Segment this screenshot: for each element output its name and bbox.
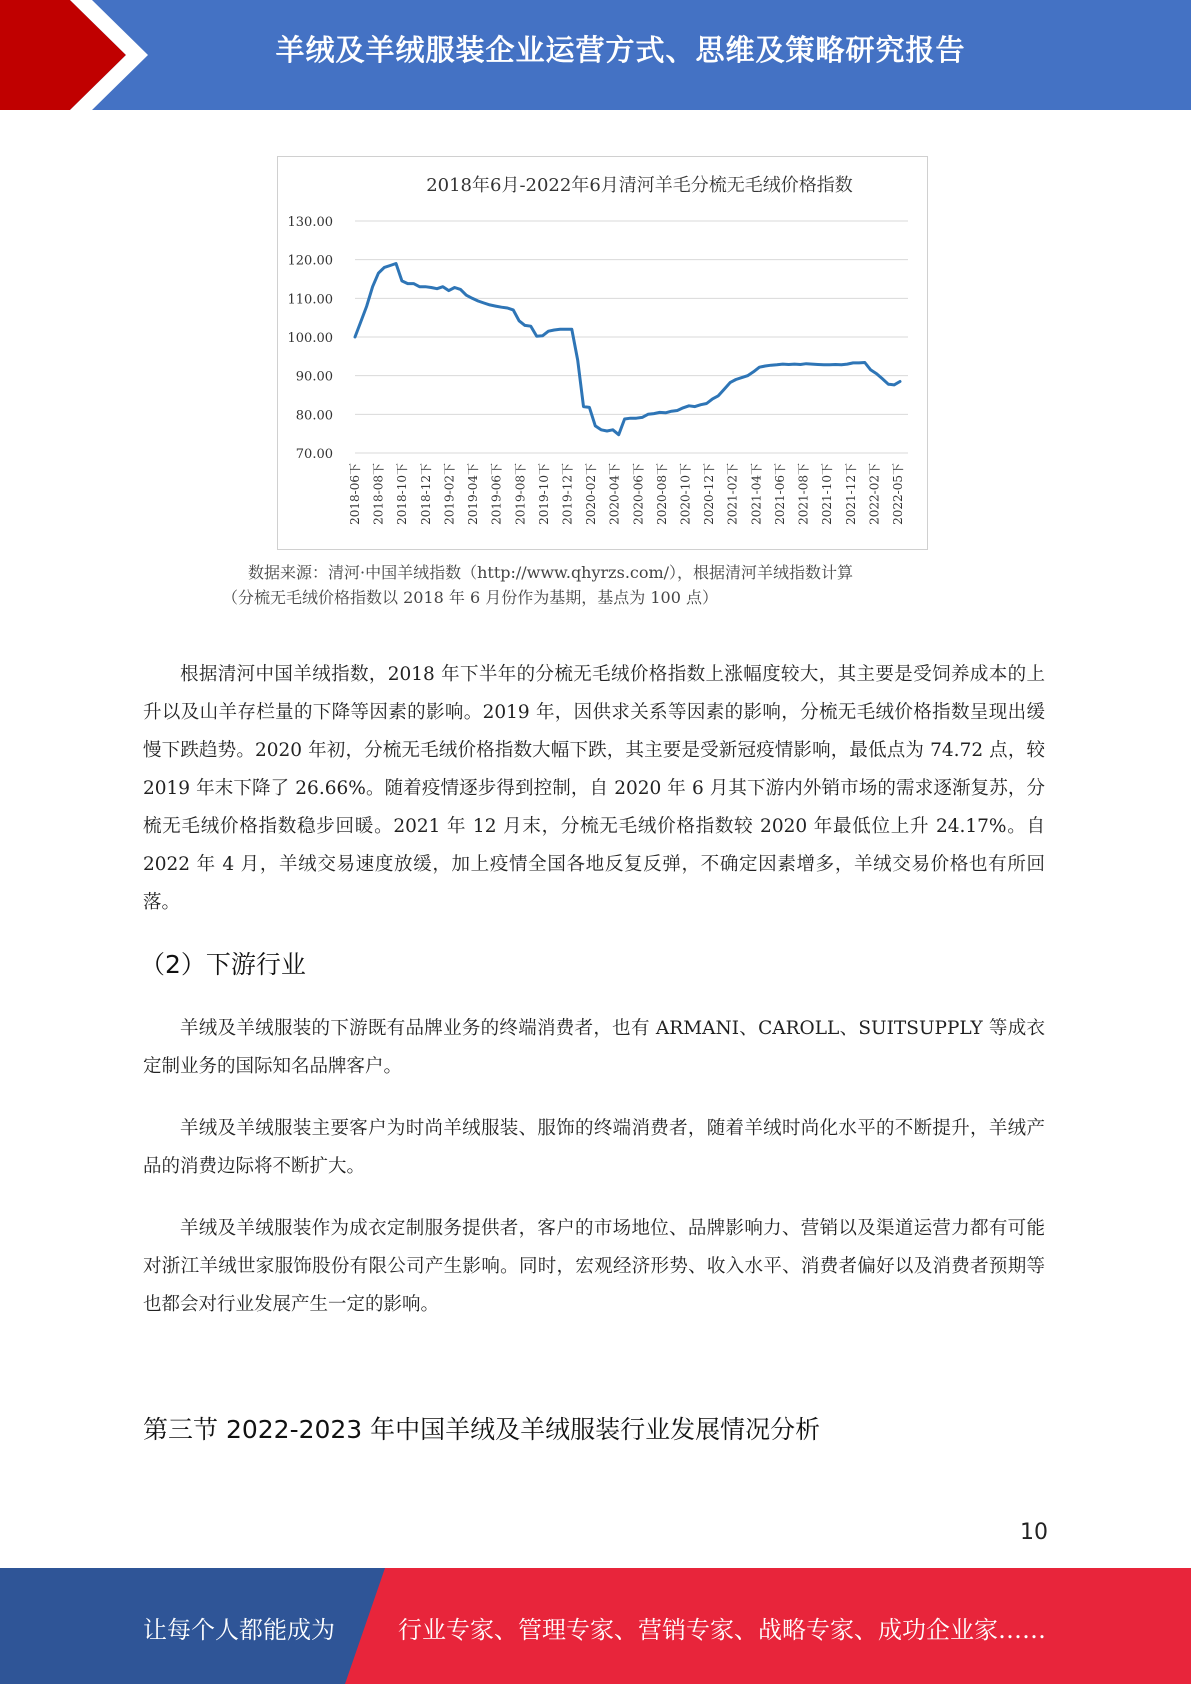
paragraph-downstream-customers: 羊绒及羊绒服装的下游既有品牌业务的终端消费者，也有 ARMANI、CAROLL、SUITSUPPLY 等成衣定制业务的国际知名品牌客户。 xyxy=(143,1018,1045,1077)
page-footer xyxy=(0,1568,1191,1684)
price-index-chart xyxy=(277,156,928,550)
report-title: 羊绒及羊绒服装企业运营方式、思维及策略研究报告 xyxy=(275,33,966,67)
x-tick-label: 2020-08下 xyxy=(654,463,669,525)
x-tick-label: 2018-12下 xyxy=(418,463,433,525)
x-tick-label: 2019-06下 xyxy=(489,463,504,525)
x-tick-label: 2021-12下 xyxy=(843,463,858,525)
x-tick-label: 2019-08下 xyxy=(513,463,528,525)
chart-base-note: （分梳无毛绒价格指数以 2018 年 6 月份作为基期，基点为 100 点） xyxy=(222,588,718,607)
chart-canvas xyxy=(278,157,927,549)
x-tick-label: 2020-04下 xyxy=(607,463,622,525)
footer-slogan-right: 行业专家、管理专家、营销专家、战略专家、成功企业家…… xyxy=(398,1616,1046,1644)
y-tick-label: 100.00 xyxy=(287,331,333,346)
section-heading: 第三节 2022-2023 年中国羊绒及羊绒服装行业发展情况分析 xyxy=(143,1415,821,1444)
y-tick-label: 70.00 xyxy=(295,447,333,462)
x-tick-label: 2021-08下 xyxy=(796,463,811,525)
page-number: 10 xyxy=(1020,1520,1048,1545)
x-tick-label: 2021-02下 xyxy=(725,463,740,525)
y-tick-label: 110.00 xyxy=(287,292,333,308)
paragraph-upstream-analysis: 根据清河中国羊绒指数，2018 年下半年的分梳无毛绒价格指数上涨幅度较大，其主要是受饲养成本的上升以及山羊存栏量的下降等因素的影响。2019 年，因供求关系等因素的影响，分梳无毛绒价格指数呈现出缓慢下跌趋势。2020 年初，分梳无毛绒价格指数大幅下跌，其主要是受新冠疫情影响，最低点为 74.72 点，较 2019 年末下降了 26.66%。随着疫情逐步得到控制，自 2020 年 6 月其下游内外销市场的需求逐渐复苏，分梳无毛绒价格指数稳步回暖。2021 年 12 月末，分梳无毛绒价格指数较 2020 年最低位上升 24.17%。自 2022 年 4 月，羊绒交易速度放缓，加上疫情全国各地反复反弹，不确定因素增多，羊绒交易价格也有所回落。 xyxy=(143,664,1045,913)
y-tick-label: 130.00 xyxy=(287,215,333,230)
x-tick-label: 2021-04下 xyxy=(749,463,764,525)
x-tick-label: 2019-04下 xyxy=(466,463,481,525)
x-tick-label: 2021-06下 xyxy=(772,463,787,525)
x-tick-label: 2022-02下 xyxy=(867,463,882,525)
y-tick-label: 90.00 xyxy=(295,369,333,385)
x-tick-label: 2020-02下 xyxy=(584,463,599,525)
x-tick-label: 2022-05下 xyxy=(891,463,905,525)
series-line xyxy=(355,264,900,435)
x-tick-label: 2020-10下 xyxy=(678,463,693,525)
x-tick-label: 2019-10下 xyxy=(536,463,551,525)
footer-slogan-left: 让每个人都能成为 xyxy=(143,1616,335,1644)
y-tick-label: 120.00 xyxy=(287,253,333,269)
subheading-downstream: （2）下游行业 xyxy=(140,950,306,979)
paragraph-consumer-trend: 羊绒及羊绒服装主要客户为时尚羊绒服装、服饰的终端消费者，随着羊绒时尚化水平的不断提升，羊绒产品的消费边际将不断扩大。 xyxy=(143,1118,1045,1177)
x-tick-label: 2020-12下 xyxy=(702,463,717,525)
x-tick-label: 2019-12下 xyxy=(560,463,575,525)
x-tick-label: 2019-02下 xyxy=(442,463,457,525)
x-tick-label: 2018-06下 xyxy=(348,463,362,525)
paragraph-influence-factors: 羊绒及羊绒服装作为成衣定制服务提供者，客户的市场地位、品牌影响力、营销以及渠道运营力都有可能对浙江羊绒世家服饰股份有限公司产生影响。同时，宏观经济形势、收入水平、消费者偏好以及消费者预期等也都会对行业发展产生一定的影响。 xyxy=(143,1218,1045,1315)
x-tick-label: 2018-10下 xyxy=(395,463,410,525)
chart-source-note: 数据来源：清河·中国羊绒指数（http://www.qhyrzs.com/），根据清河羊绒指数计算 xyxy=(248,563,854,582)
y-tick-label: 80.00 xyxy=(295,408,333,424)
x-tick-label: 2021-10下 xyxy=(820,463,835,525)
x-tick-label: 2018-08下 xyxy=(371,463,386,525)
x-tick-label: 2020-06下 xyxy=(631,463,646,525)
page-header xyxy=(0,0,1191,110)
chart-title: 2018年6月-2022年6月清河羊毛分梳无毛绒价格指数 xyxy=(426,175,853,196)
